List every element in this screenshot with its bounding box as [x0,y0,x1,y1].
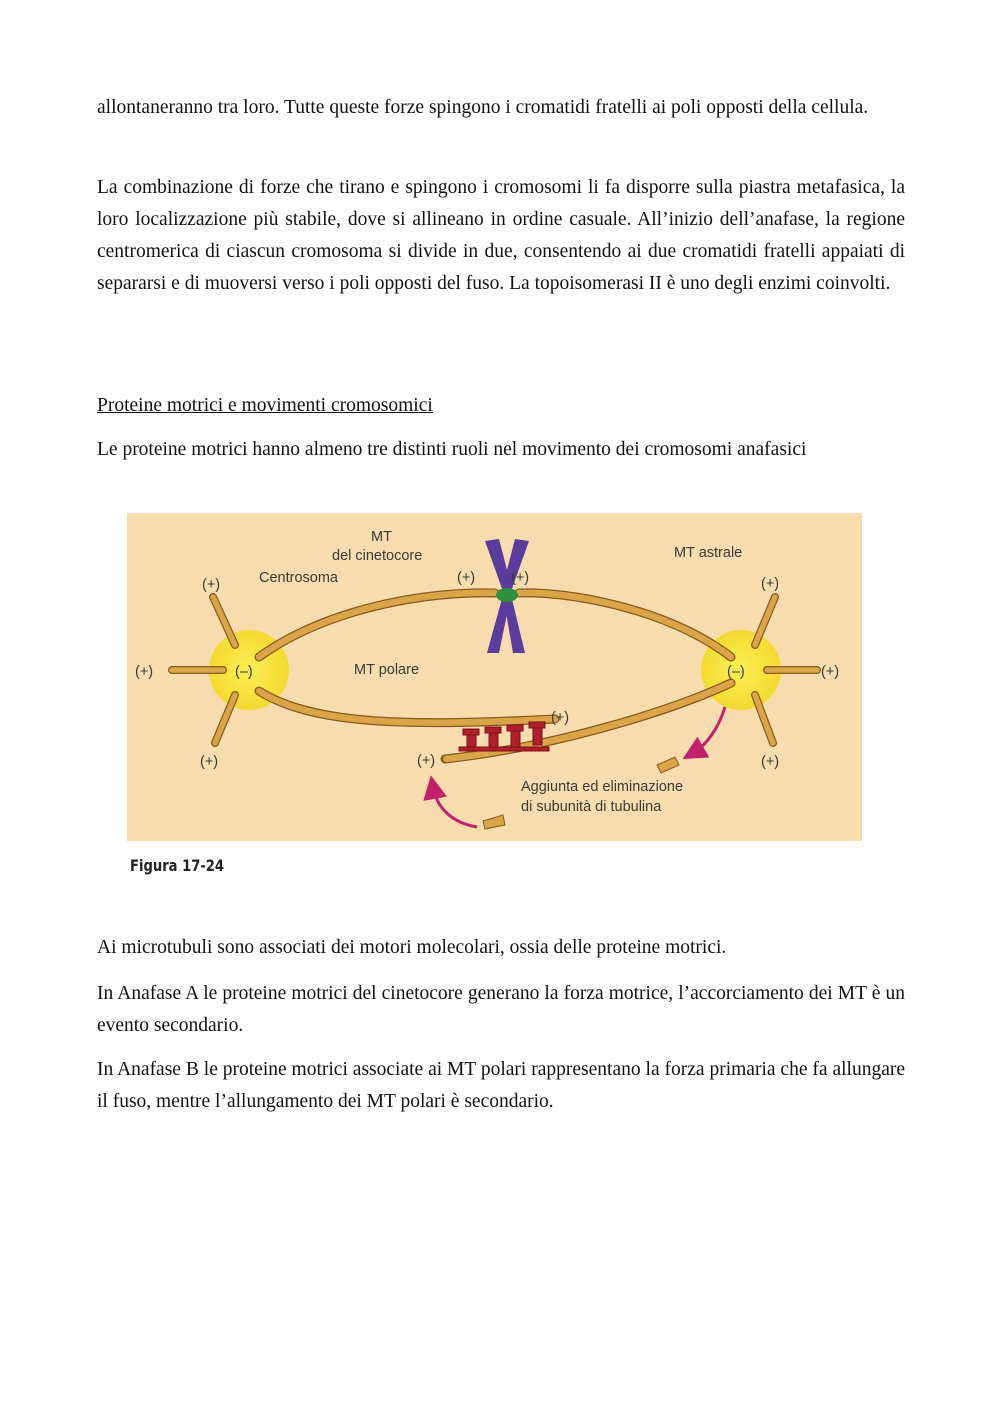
spindle-figure [127,513,862,841]
paragraph-anaphase-b: In Anafase B le proteine motrici associate ai MT polari rappresentano la forza primaria che fa allungare il fuso, mentre l’allungamento dei MT polari è secondario. [97,1059,905,1112]
paragraph-metaphase: La combinazione di forze che tirano e spingono i cromosomi li fa disporre sulla piastra metafasica, la loro localizzazione più stabile, dove si allineano in ordine casuale. All’inizio dell’anafase, la regione centromerica di ciascun cromosoma si divide in due, consentendo ai due cromatidi fratelli appaiati di separarsi e di muoversi verso i poli opposti del fuso. La topoisomerasi II è uno degli enzimi coinvolti. [97,177,905,294]
label-minus: (–) [235,664,253,680]
label-tubulin-line2: di subunità di tubulina [521,799,662,815]
paragraph-motors: Ai microtubuli sono associati dei motori molecolari, ossia delle proteine motrici. [97,937,727,958]
label-plus: (+) [135,664,154,680]
label-plus: (+) [511,570,530,586]
label-polar-mt: MT polare [354,662,420,678]
label-astral-mt: MT astrale [674,545,743,561]
label-plus: (+) [202,577,221,593]
label-mt: MT [371,529,392,545]
kinetochore [496,588,518,602]
label-tubulin-line1: Aggiunta ed eliminazione [521,779,684,795]
label-centrosome: Centrosoma [259,570,338,586]
label-plus: (+) [761,754,780,770]
label-plus: (+) [417,753,436,769]
label-minus: (–) [727,664,745,680]
label-plus: (+) [761,576,780,592]
section-heading: Proteine motrici e movimenti cromosomici [97,395,433,416]
label-kinetochore-mt: del cinetocore [332,548,423,564]
label-plus: (+) [821,664,840,680]
label-plus: (+) [551,710,570,726]
figure-caption: Figura 17-24 [130,856,225,875]
label-plus: (+) [457,570,476,586]
paragraph-motor-roles: Le proteine motrici hanno almeno tre distinti ruoli nel movimento dei cromosomi anafasici [97,439,807,460]
paragraph-continuation: allontaneranno tra loro. Tutte queste forze spingono i cromatidi fratelli ai poli opposti della cellula. [97,97,869,118]
label-plus: (+) [200,754,219,770]
paragraph-anaphase-a: In Anafase A le proteine motrici del cinetocore generano la forza motrice, l’accorciamento dei MT è un evento secondario. [97,983,905,1036]
